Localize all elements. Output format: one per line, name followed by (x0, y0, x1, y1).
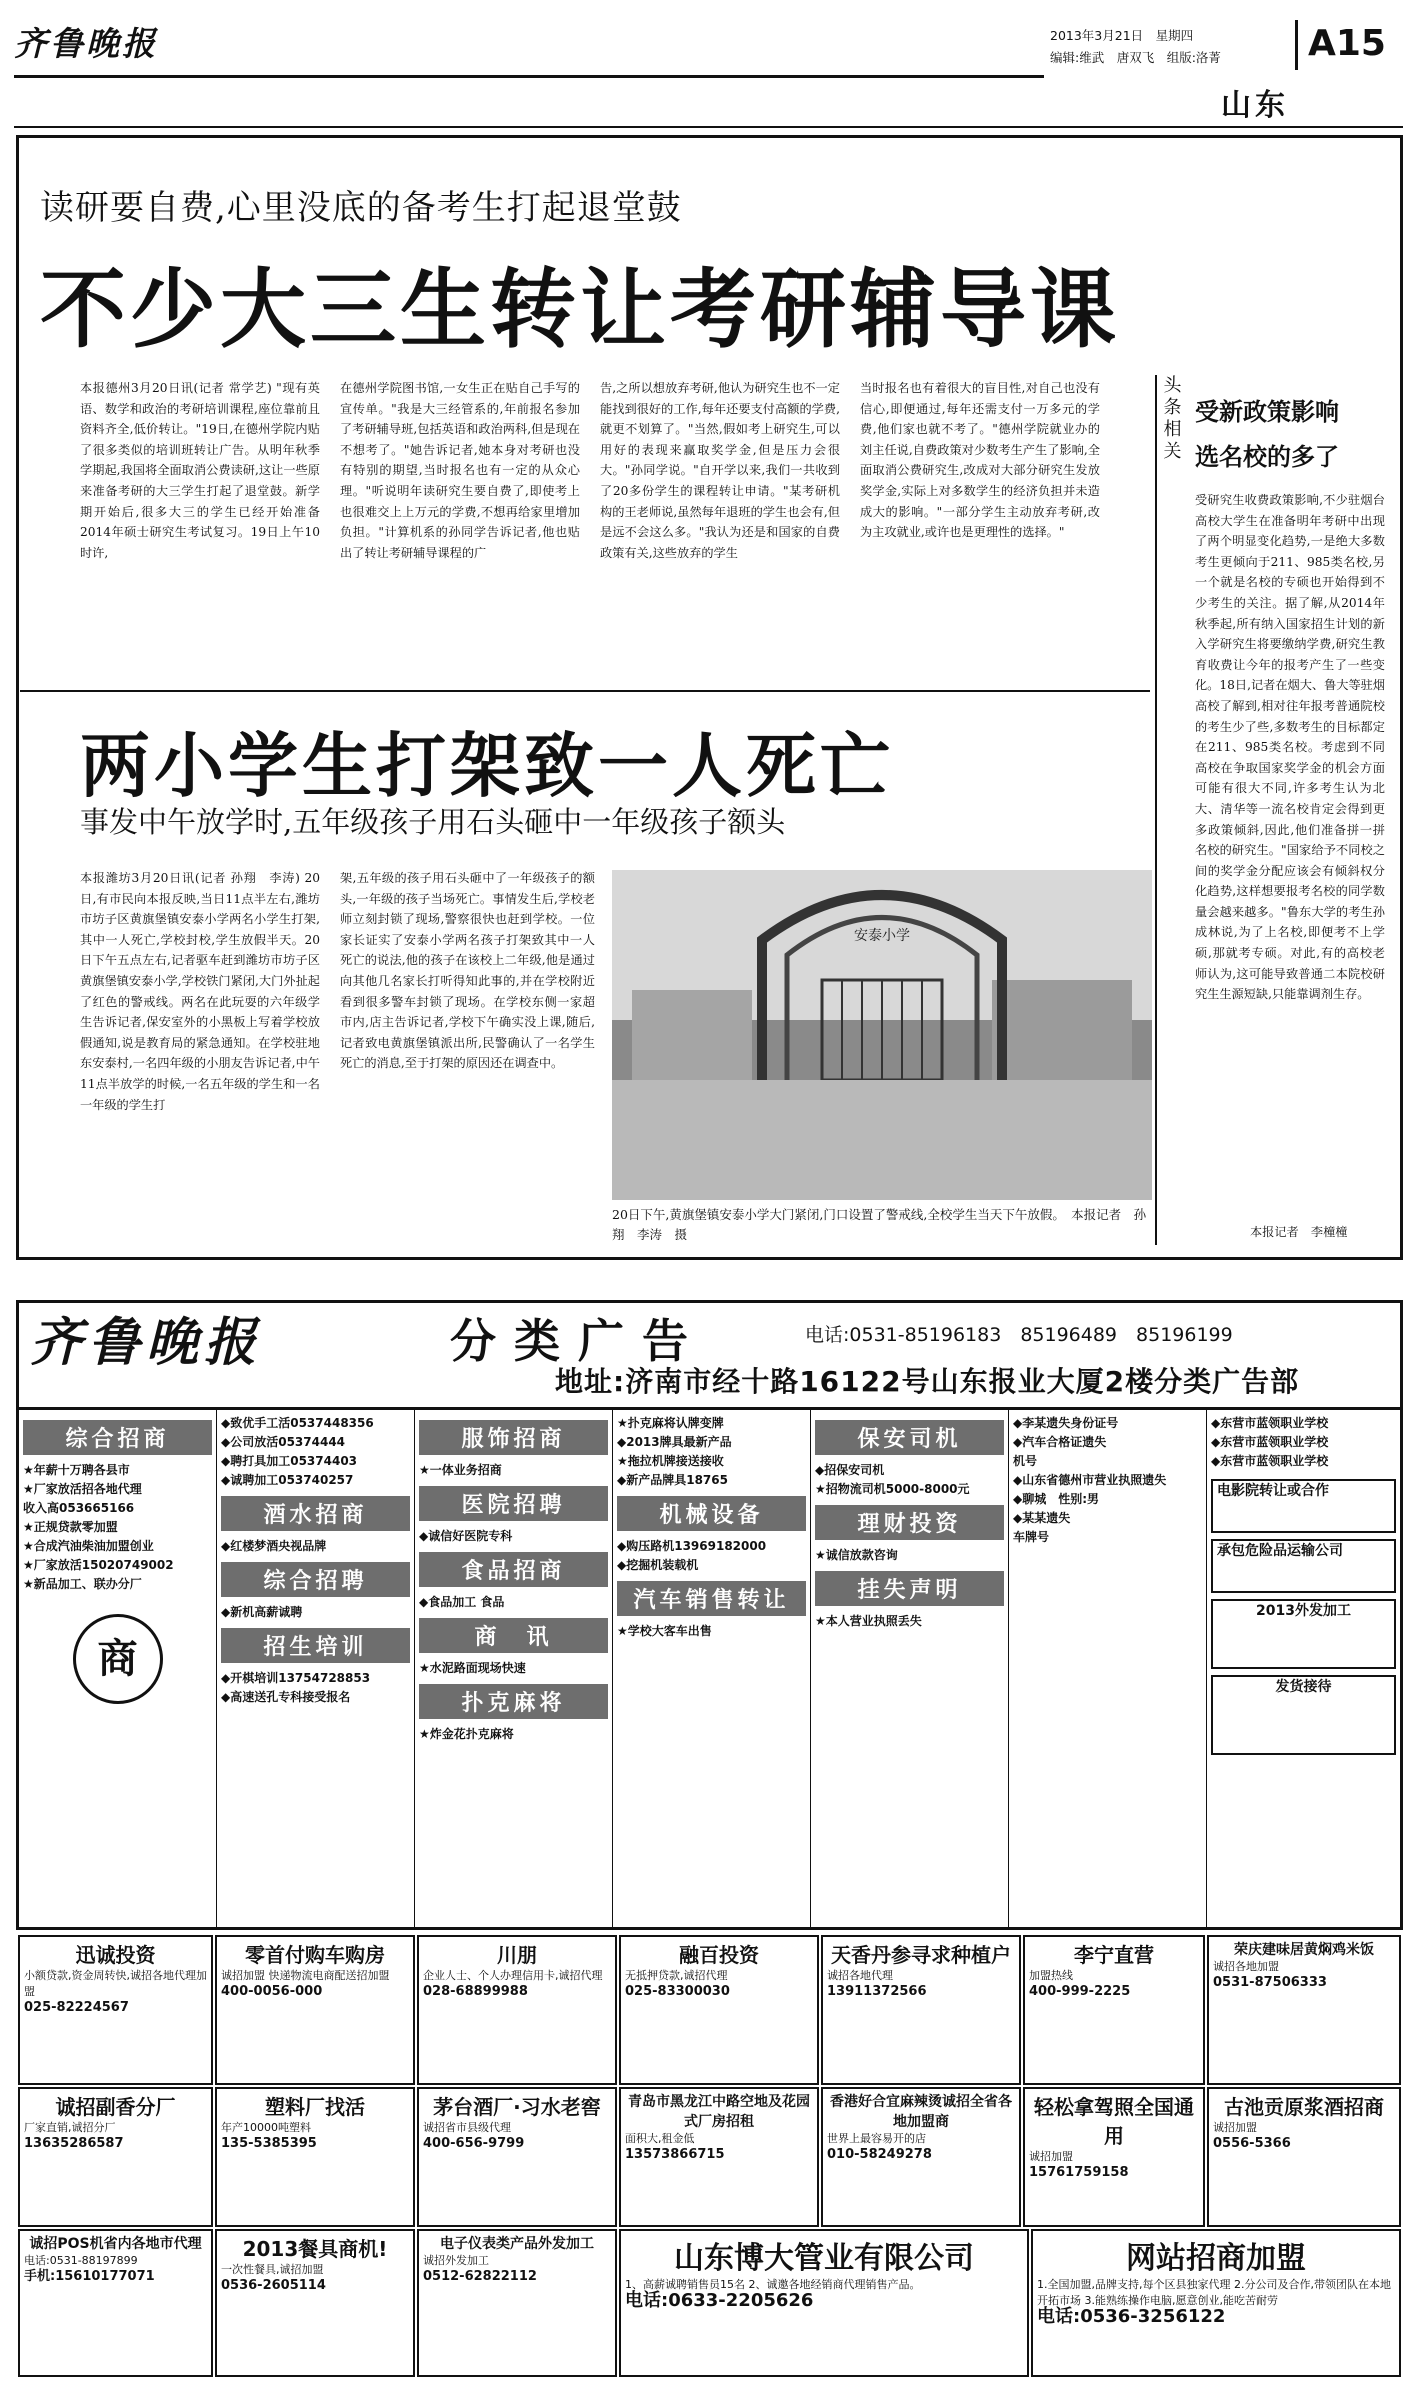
ad-line: ◆新机高薪诚聘 (221, 1605, 303, 1619)
category-label: 综合招商 (23, 1420, 212, 1455)
category-label: 机械设备 (617, 1496, 806, 1531)
display-ad (619, 2087, 819, 2227)
display-ad (619, 2229, 1029, 2377)
display-ad-phone: 0556-5366 (1213, 2136, 1291, 2151)
display-ad-phone: 0536-2605114 (221, 2278, 326, 2293)
ad-line: ★一体业务招商 (419, 1463, 502, 1477)
display-ad (1207, 2087, 1401, 2227)
classified-col-1 (19, 1410, 217, 1930)
sidebar-divider (1155, 375, 1157, 1245)
display-ad-phone: 0531-87506333 (1213, 1975, 1327, 1990)
display-ad-title: 天香丹参寻求种植户 (831, 1943, 1011, 1967)
ad-line: ★本人营业执照丢失 (815, 1614, 922, 1628)
story2-col1: 本报潍坊3月20日讯(记者 孙翔 李涛) 20日,有市民向本报反映,当日11点半左右,潍坊市坊子区黄旗堡镇安泰小学两名小学生打架,其中一人死亡,学校封校,学生放假半天。20日下午五点左右,记者驱车赶到潍坊市坊子区黄旗堡镇安泰小学,学校铁门紧闭,大门外扯起了红色的警戒线。两名在此玩耍的六年级学生告诉记者,保安室外的小黑板上写着学校放假通知,说是教育局的紧急通知。在学校驻地东安泰村,一名四年级的小朋友告诉记者,中午11点半放学的时候,一名五年级的学生和一名一年级的学生打 (80, 871, 320, 1112)
display-ad-phone: 400-656-9799 (423, 2136, 525, 2151)
display-ad-body: 企业人士、个人办理信用卡,诚招代理 (423, 1969, 603, 1982)
display-ad-body: 电话:0531-88197899 (24, 2254, 138, 2267)
display-ad (1207, 1935, 1401, 2085)
display-ad-title: 荣庆建味居黄焖鸡米饭 (1234, 1942, 1374, 1958)
display-ad (18, 2087, 213, 2227)
category-label: 理财投资 (815, 1505, 1004, 1540)
display-ad-body: 小额贷款,资金周转快,诚招各地代理加盟 (24, 1969, 207, 1998)
classified-logo: 齐鲁晚报 (30, 1312, 263, 1373)
ad-line: ★拖拉机牌接送接收 (617, 1454, 724, 1468)
display-ad-phone: 400-999-2225 (1029, 1984, 1131, 1999)
display-ad-title: 诚招副香分厂 (55, 2095, 176, 2119)
sidebar-headline-2: 选名校的多了 (1195, 442, 1339, 471)
display-ad-title: 青岛市黑龙江中路空地及花园式厂房招租 (628, 2094, 810, 2130)
ad-line: ◆聘打具加工05374403 (221, 1454, 358, 1468)
display-ad-title: 茅台酒厂·习水老窖 (433, 2095, 601, 2119)
story2-col2: 架,五年级的孩子用石头砸中了一年级孩子的额头,一年级的孩子当场死亡。事情发生后,学校老师立刻封锁了现场,警察很快也赶到学校。一位家长证实了安泰小学两名孩子打架致其中一人死亡的说法,他的孩子在该校上二年级,他是通过向其他几名家长打听得知此事的,并在学校附近看到很多警车封锁了现场。在学校东侧一家超市内,店主告诉记者,学校下午确实没上课,随后,记者致电黄旗堡镇派出所,民警确认了一名学生死亡的消息,至于打架的原因还在调查中。 (340, 871, 595, 1071)
ad-line: ◆山东省德州市营业执照遗失 (1013, 1473, 1167, 1487)
story1-headline: 不少大三生转让考研辅导课 (40, 260, 1120, 360)
display-ad-body: 面积大,租金低 (625, 2132, 695, 2145)
photo-caption: 20日下午,黄旗堡镇安泰小学大门紧闭,门口设置了警戒线,全校学生当天下午放假。 本报记者 孙翔 李涛 摄 (612, 1207, 1147, 1242)
display-ad-title: 网站招商加盟 (1126, 2241, 1306, 2276)
ad-line: ★正规贷款零加盟 (23, 1520, 118, 1534)
display-ad-title: 古池贡原浆酒招商 (1224, 2095, 1384, 2119)
display-ad-title: 电子仪表类产品外发加工 (440, 2236, 594, 2252)
display-ad-title: 香港好合宜麻辣烫诚招全省各地加盟商 (830, 2094, 1012, 2130)
display-ad-body: 加盟热线 (1029, 1969, 1073, 1982)
display-ad-title: 零首付购车购房 (245, 1943, 385, 1967)
school-gate-photo (612, 870, 1152, 1200)
category-label: 医院招聘 (419, 1486, 608, 1521)
header-bottom-rule (14, 126, 1403, 128)
display-ad-title: 融百投资 (679, 1943, 759, 1967)
category-label: 招生培训 (221, 1628, 410, 1663)
ad-box (1211, 1479, 1396, 1533)
ad-box-title: 发货接待 (1275, 1679, 1332, 1695)
display-ad-body: 诚招加盟 快递物流电商配送招加盟 (221, 1969, 390, 1982)
display-ad-phone: 13573866715 (625, 2147, 725, 2162)
classified-address: 地址:济南市经十路16122号山东报业大厦2楼分类广告部 (555, 1365, 1300, 1398)
sidebar-headline-1: 受新政策影响 (1195, 397, 1339, 426)
ad-line: ★扑克麻将认牌变牌 (617, 1416, 724, 1430)
ad-box (1211, 1539, 1396, 1593)
ad-line: ★炸金花扑克麻将 (419, 1727, 514, 1741)
ad-box-title: 2013外发加工 (1256, 1603, 1351, 1619)
story1-col3: 告,之所以想放弃考研,他认为研究生也不一定能找到很好的工作,每年还要支付高额的学费,就更不划算了。"当然,假如考上研究生,可以用好的表现来赢取奖学金,但是压力会很大。"孙同学说。"自开学以来,我们一共收到了20多份学生的课程转让申请。"某考研机构的王老师说,虽然每年退班的学生也会有,但是远不会这么多。"我认为还是和国家的自费政策有关,这些放弃的学生 (600, 381, 840, 560)
classified-col-4 (613, 1410, 811, 1930)
display-ad-phone: 025-83300030 (625, 1984, 730, 1999)
display-ad (18, 1935, 213, 2085)
ad-line: ◆东营市蓝领职业学校 (1211, 1454, 1329, 1468)
display-ad-phone: 手机:15610177071 (24, 2269, 155, 2284)
ad-line: ★新品加工、联办分厂 (23, 1577, 142, 1591)
category-label: 挂失声明 (815, 1571, 1004, 1606)
display-ad-body: 厂家直销,诚招分厂 (24, 2121, 116, 2134)
display-ad-body: 诚招加盟 (1029, 2150, 1073, 2163)
display-ad (619, 1935, 819, 2085)
display-ad-title: 诚招POS机省内各地市代理 (29, 2236, 202, 2252)
ad-line: ★招物流司机5000-8000元 (815, 1482, 970, 1496)
category-label: 汽车销售转让 (617, 1581, 806, 1616)
category-label: 食品招商 (419, 1552, 608, 1587)
story1-kicker: 读研要自费,心里没底的备考生打起退堂鼓 (40, 188, 682, 228)
display-ad-phone: 电话:0536-3256122 (1037, 2306, 1226, 2327)
display-ad (1031, 2229, 1401, 2377)
display-ad-body: 诚招各地代理 (827, 1969, 893, 1982)
ad-line: ◆汽车合格证遗失 (1013, 1435, 1107, 1449)
gate-sign: 安泰小学 (854, 928, 910, 944)
ad-line: ★学校大客车出售 (617, 1624, 712, 1638)
ad-line: ★厂家放活招各地代理 (23, 1482, 142, 1496)
category-label: 综合招聘 (221, 1562, 410, 1597)
display-ad (417, 2229, 617, 2377)
display-ad-body: 诚招外发加工 (423, 2254, 489, 2267)
display-ad (417, 1935, 617, 2085)
display-ad-body: 1、高薪诚聘销售员15名 2、诚邀各地经销商代理销售产品。 (625, 2278, 921, 2291)
display-ad-body: 世界上最容易开的店 (827, 2132, 926, 2145)
school-gate-illustration (612, 870, 1152, 1200)
category-label: 保安司机 (815, 1420, 1004, 1455)
masthead-logo: 齐鲁晚报 (14, 24, 158, 63)
story-divider (20, 690, 1150, 692)
classified-col-2 (217, 1410, 415, 1930)
display-ad-phone: 15761759158 (1029, 2165, 1129, 2180)
display-ad (1023, 2087, 1205, 2227)
display-ad (18, 2229, 213, 2377)
ad-box (1211, 1599, 1396, 1669)
ad-line: ★年薪十万聘各县市 (23, 1463, 130, 1477)
ad-line: ★合成汽油柴油加盟创业 (23, 1539, 154, 1553)
display-ad-body: 一次性餐具,诚招加盟 (221, 2263, 324, 2276)
story1-col2: 在德州学院图书馆,一女生正在贴自己手写的宣传单。"我是大三经管系的,年前报名参加了考研辅导班,包括英语和政治两科,但是现在不想考了。"她告诉记者,她本身对考研也没有特别的期望,当时报名也有一定的从众心理。"听说明年读研究生要自费了,即使考上也很难交上上万元的学费,不想再给家里增加负担。"计算机系的孙同学告诉记者,他也贴出了转让考研辅导课程的广 (340, 381, 580, 560)
ad-line: ◆高速送孔专科接受报名 (221, 1690, 351, 1704)
category-label: 酒水招商 (221, 1496, 410, 1531)
display-ad-phone: 电话:0633-2205626 (625, 2290, 814, 2311)
ad-line: ★水泥路面现场快速 (419, 1661, 526, 1675)
display-ad-phone: 400-0056-000 (221, 1984, 323, 1999)
ad-line: ◆食品加工 食品 (419, 1595, 505, 1609)
photo-credit: 本报记者 孙翔 李涛 摄 (612, 1207, 1147, 1242)
display-ad-title: 轻松拿驾照全国通用 (1034, 2095, 1194, 2148)
display-ad-title: 山东博大管业有限公司 (674, 2241, 974, 2276)
ad-box-title: 承包危险品运输公司 (1217, 1543, 1343, 1559)
display-ad-phone: 13911372566 (827, 1984, 927, 1999)
ad-line: ◆购压路机13969182000 (617, 1539, 767, 1553)
ad-line: ◆某某遗失 (1013, 1511, 1071, 1525)
display-ad-body: 无抵押贷款,诚招代理 (625, 1969, 728, 1982)
sidebar-body: 受研究生收费政策影响,不少驻烟台高校大学生在准备明年考研中出现了两个明显变化趋势,一是绝大多数考生更倾向于211、985类名校,另一个就是名校的专硕也开始得到不少考生的关注。据了解,从2014年秋季起,所有纳入国家招生计划的新入学研究生将要缴纳学费,研究生教育收费让今年的报考产生了一些变化。18日,记者在烟大、鲁大等驻烟高校了解到,相对往年报考普通院校的考生少了些,多数考生的目标都定在211、985类名校。考虑到不同高校在争取国家奖学金的机会方面可能有很大不同,许多考生认为北大、清华等一流名校肯定会得到更多政策倾斜,因此,他们准备拼一拼名校的研究生。"国家给予不同校之间的奖学金分配应该会有倾斜权分化趋势,这样想要报考名校的同学数量会越来越多。"鲁东大学的考生孙成林说,为了上名校,即便考不上学硕,那就考专硕。对此,有的高校老师认为,这可能导致普通二本院校研究生生源短缺,只能靠调剂生存。 (1195, 493, 1385, 1002)
display-ad (215, 2087, 415, 2227)
ad-box-title: 电影院转让或合作 (1217, 1483, 1329, 1499)
display-ad-phone: 135-5385395 (221, 2136, 317, 2151)
display-ad (1023, 1935, 1205, 2085)
sidebar-tag: 头条相关 (1163, 375, 1182, 462)
ad-line: ◆致优手工活0537448356 (221, 1416, 374, 1430)
classified-title: 分类广告 (450, 1314, 706, 1368)
ad-line: ◆聊城 性别:男 (1013, 1492, 1100, 1506)
display-ad-phone: 010-58249278 (827, 2147, 932, 2162)
display-ad-title: 李宁直营 (1074, 1943, 1154, 1967)
category-label: 扑克麻将 (419, 1684, 608, 1719)
sidebar-byline: 本报记者 李橦橦 (1250, 1225, 1348, 1239)
ad-line: ◆2013牌具最新产品 (617, 1435, 732, 1449)
display-ad-phone: 025-82224567 (24, 2000, 129, 2015)
display-ad (215, 2229, 415, 2377)
ad-line: 车牌号 (1013, 1530, 1050, 1544)
category-label: 商 讯 (419, 1618, 608, 1653)
display-ad-title: 川朋 (497, 1943, 537, 1967)
story1-col1: 本报德州3月20日讯(记者 常学艺) "现有英语、数学和政治的考研培训课程,座位靠前且资料齐全,低价转让。"19日,在德州学院内贴了很多类似的培训班转让广告。从明年秋季学期起,我国将全面取消公费读研,这让一些原来准备考研的大三学生打起了退堂鼓。新学期开始后,很多大三的学生已经开始准备2014年硕士研究生考试复习。19日上午10时许, (80, 381, 320, 560)
story1-col4: 当时报名也有着很大的盲目性,对自己也没有信心,即便通过,每年还需支付一万多元的学费,他们家也就不考了。"德州学院就业办的刘主任说,自费政策对少数考生产生了影响,全面取消公费研究生,改成对大部分研究生发放奖学金,实际上对多数学生的经济负担并未造成大的影响。"一部分学生主动放弃考研,改为主攻就业,或许也是更理性的选择。" (860, 381, 1100, 540)
ad-line: ★厂家放活15020749002 (23, 1558, 174, 1572)
category-label: 服饰招商 (419, 1420, 608, 1455)
display-ad-body: 1.全国加盟,品牌支持,每个区县独家代理 2.分公司及合作,带领团队在本地开拓市场 3.能熟练操作电脑,愿意创业,能吃苦耐劳 (1037, 2278, 1391, 2307)
display-ad (215, 1935, 415, 2085)
display-ad-title: 塑料厂找活 (265, 2095, 365, 2119)
ad-line: ◆东营市蓝领职业学校 (1211, 1435, 1329, 1449)
header-rule (14, 75, 1044, 78)
ad-box (1211, 1675, 1396, 1755)
ad-line: ◆挖掘机装载机 (617, 1558, 699, 1572)
display-ad-body: 诚招省市县级代理 (423, 2121, 511, 2134)
ad-line: 机号 (1013, 1454, 1038, 1468)
ad-line: ◆诚聘加工053740257 (221, 1473, 354, 1487)
ad-line: ◆新产品牌具18765 (617, 1473, 728, 1487)
ad-line: ◆红楼梦酒央视品牌 (221, 1539, 327, 1553)
display-ad-body: 诚招加盟 (1213, 2121, 1257, 2134)
ad-line: ◆东营市蓝领职业学校 (1211, 1416, 1329, 1430)
display-ad (821, 2087, 1021, 2227)
section-name: 山东 (1221, 88, 1289, 123)
display-ad-phone: 028-68899988 (423, 1984, 528, 1999)
classified-phone: 电话:0531-85196183 85196489 85196199 (805, 1324, 1233, 1346)
ad-line: ◆招保安司机 (815, 1463, 885, 1477)
display-ad-body: 诚招各地加盟 (1213, 1960, 1279, 1973)
classified-col-5 (811, 1410, 1009, 1930)
merchant-seal-icon: 商 (73, 1614, 163, 1704)
story2-headline: 两小学生打架致一人死亡 (80, 725, 894, 807)
ad-line: ★诚信放款咨询 (815, 1548, 898, 1562)
classified-col-3 (415, 1410, 613, 1930)
display-ad-phone: 0512-62822112 (423, 2269, 537, 2284)
display-ad-body: 年产10000吨塑料 (221, 2121, 311, 2134)
editor-line: 编辑:维武 唐双飞 组版:洛菁 (1050, 50, 1221, 65)
page-number: A15 (1295, 20, 1395, 70)
ad-line: ◆诚信好医院专科 (419, 1529, 513, 1543)
story2-subhead: 事发中午放学时,五年级孩子用石头砸中一年级孩子额头 (80, 805, 786, 839)
classified-col-6 (1009, 1410, 1207, 1930)
classified-col-7 (1207, 1410, 1400, 1930)
display-ad (821, 1935, 1021, 2085)
ad-line: ◆公司放活05374444 (221, 1435, 346, 1449)
display-ad-title: 迅诚投资 (75, 1943, 156, 1967)
dateline: 2013年3月21日 星期四 (1050, 28, 1194, 43)
display-ad-phone: 13635286587 (24, 2136, 124, 2151)
ad-line: 收入高053665166 (23, 1501, 135, 1515)
display-ad (417, 2087, 617, 2227)
display-ad-title: 2013餐具商机! (242, 2237, 388, 2261)
ad-line: ◆李某遗失身份证号 (1013, 1416, 1119, 1430)
ad-line: ◆开棋培训13754728853 (221, 1671, 371, 1685)
